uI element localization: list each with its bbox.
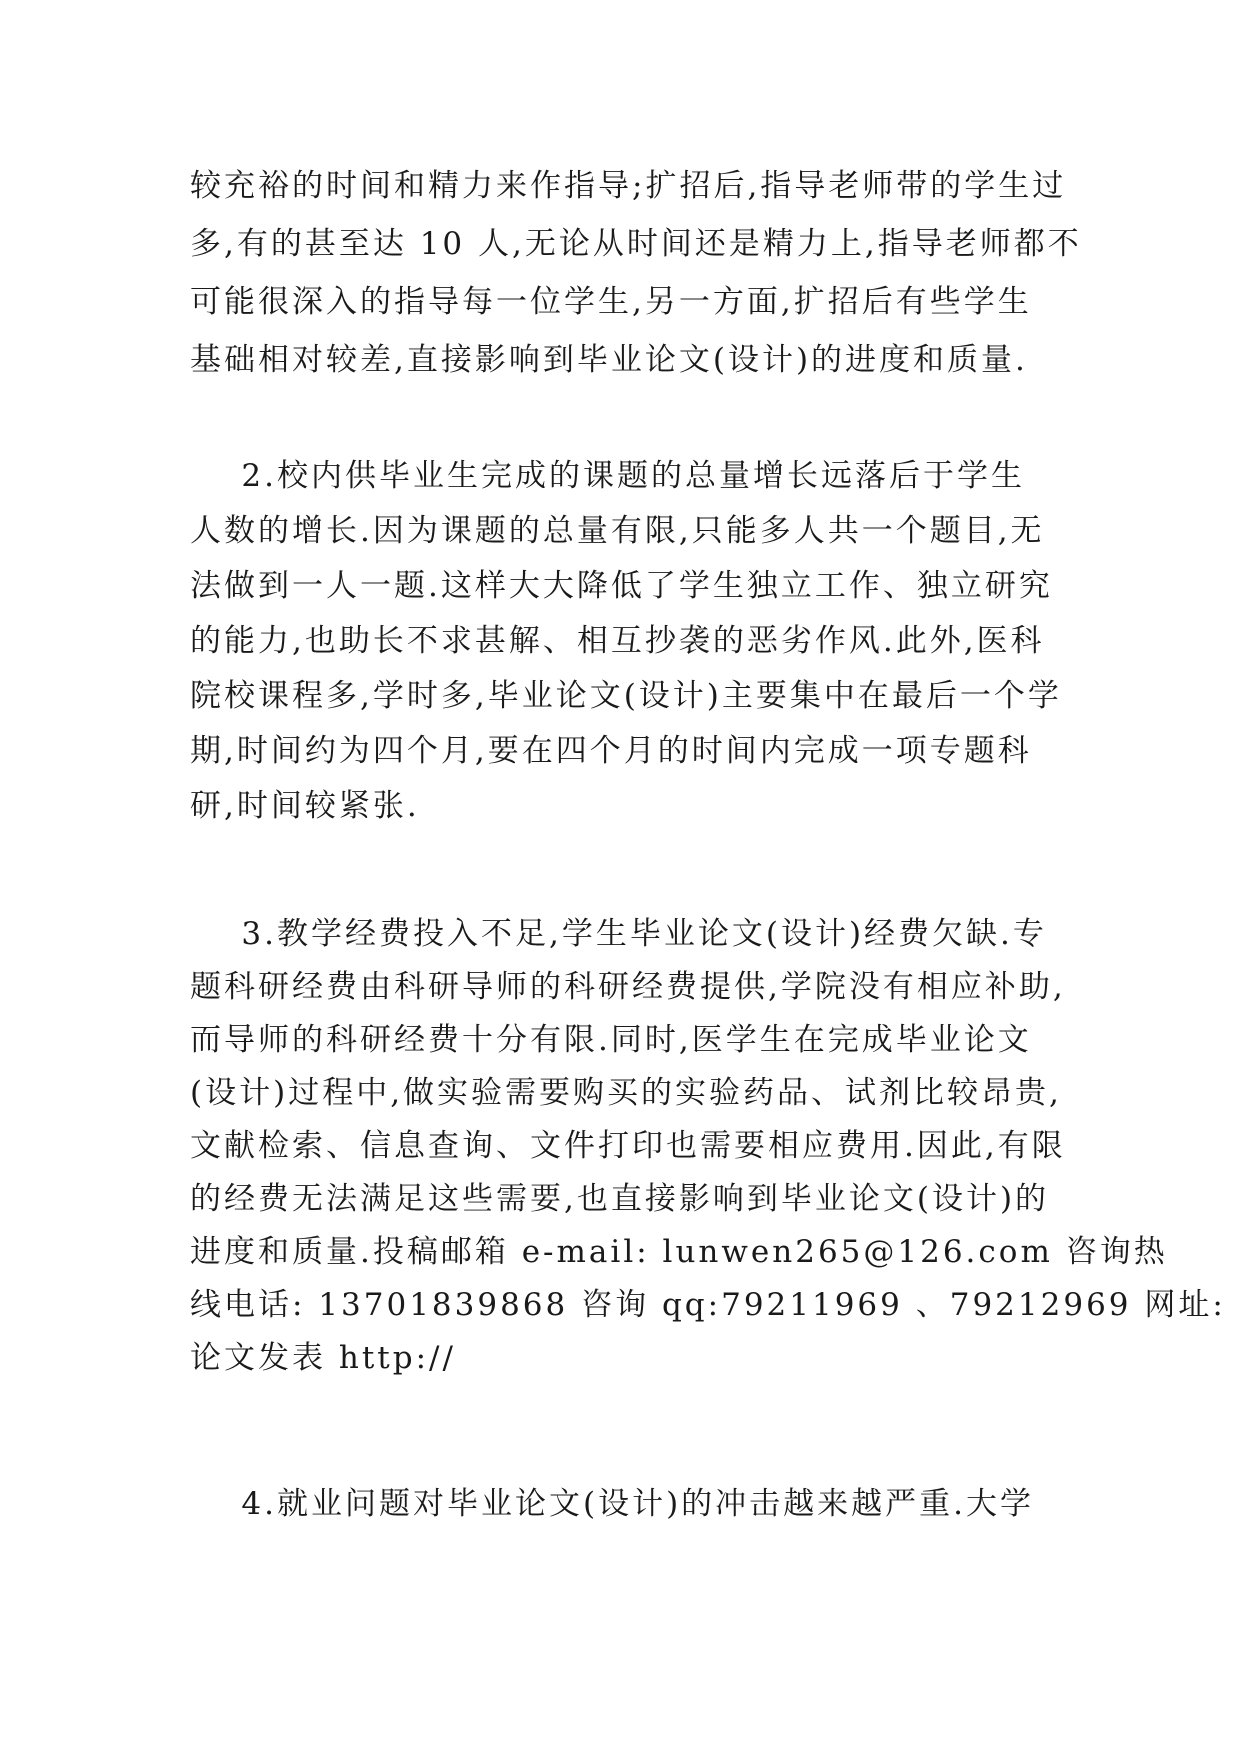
text-line: 进度和质量.投稿邮箱 e-mail: lunwen265@126.com 咨询热: [190, 1234, 1168, 1270]
text-line: 文献检索、信息查询、文件打印也需要相应费用.因此,有限: [190, 1128, 1066, 1164]
text-line: 人数的增长.因为课题的总量有限,只能多人共一个题目,无: [190, 513, 1045, 549]
text-line: 题科研经费由科研导师的科研经费提供,学院没有相应补助,: [190, 969, 1066, 1005]
text-line: 的经费无法满足这些需要,也直接影响到毕业论文(设计)的: [190, 1181, 1050, 1217]
text-line: 而导师的科研经费十分有限.同时,医学生在完成毕业论文: [190, 1022, 1032, 1058]
text-line: 期,时间约为四个月,要在四个月的时间内完成一项专题科: [190, 733, 1032, 769]
text-line: 可能很深入的指导每一位学生,另一方面,扩招后有些学生: [190, 284, 1032, 320]
text-line: 2.校内供毕业生完成的课题的总量增长远落后于学生: [190, 458, 1025, 494]
text-line: 3.教学经费投入不足,学生毕业论文(设计)经费欠缺.专: [190, 916, 1047, 952]
text-line: 论文发表 http://: [190, 1340, 456, 1376]
text-line: 4.就业问题对毕业论文(设计)的冲击越来越严重.大学: [190, 1486, 1035, 1522]
text-line: 院校课程多,学时多,毕业论文(设计)主要集中在最后一个学: [190, 678, 1062, 714]
text-line: 线电话: 13701839868 咨询 qq:79211969 、79212969 网址:: [190, 1287, 1226, 1323]
text-line: 较充裕的时间和精力来作指导;扩招后,指导老师带的学生过: [190, 168, 1067, 204]
text-line: 基础相对较差,直接影响到毕业论文(设计)的进度和质量.: [190, 342, 1028, 378]
text-line: 的能力,也助长不求甚解、相互抄袭的恶劣作风.此外,医科: [190, 623, 1045, 659]
text-line: 法做到一人一题.这样大大降低了学生独立工作、独立研究: [190, 568, 1053, 604]
text-line: 研,时间较紧张.: [190, 788, 420, 824]
text-line: (设计)过程中,做实验需要购买的实验药品、试剂比较昂贵,: [190, 1075, 1062, 1111]
text-line: 多,有的甚至达 10 人,无论从时间还是精力上,指导老师都不: [190, 226, 1082, 262]
